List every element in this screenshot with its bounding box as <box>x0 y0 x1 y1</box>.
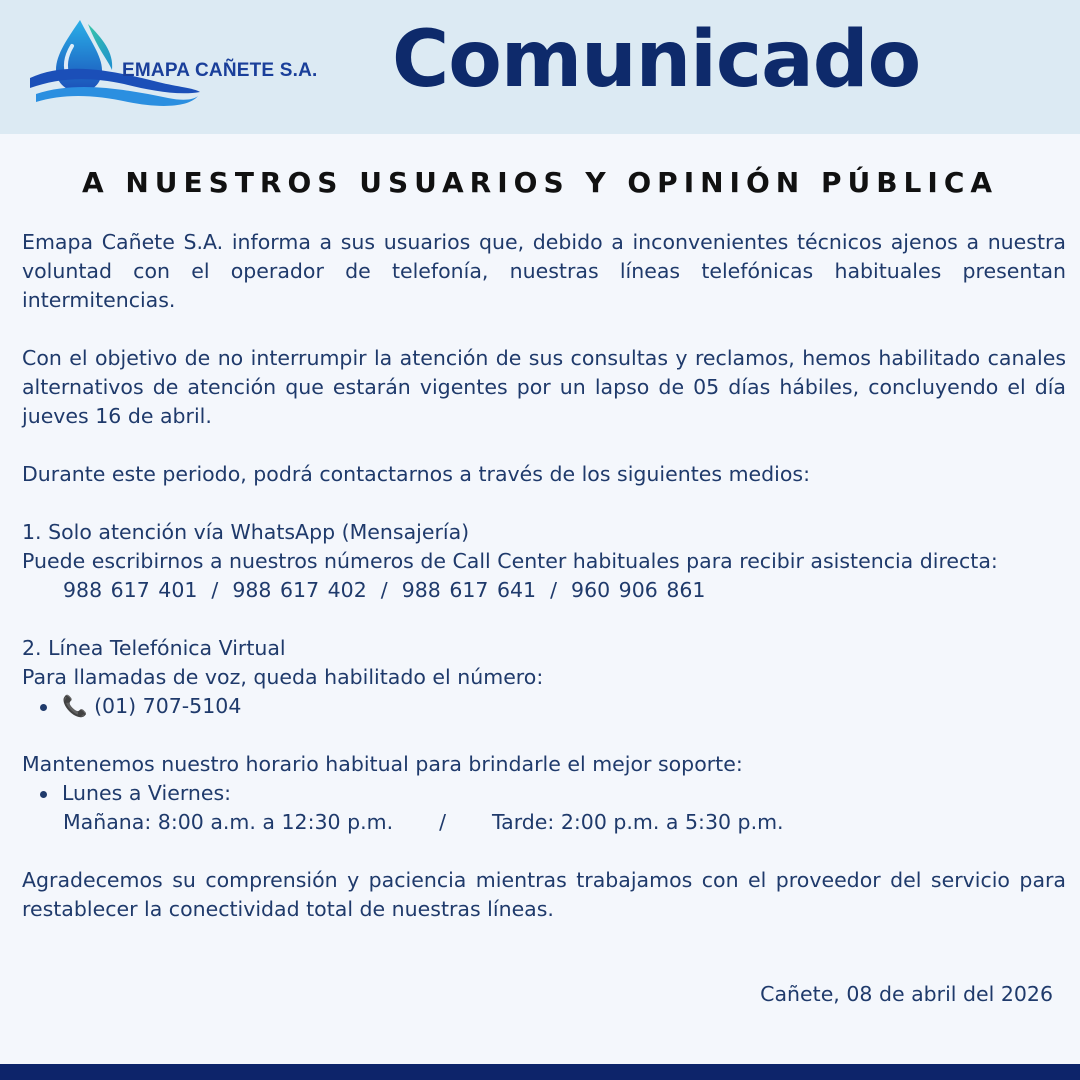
whatsapp-section <box>22 518 1066 605</box>
issue-date: Cañete, 08 de abril del 2026 <box>760 982 1053 1006</box>
number-separator: / <box>380 578 388 602</box>
header-banner <box>0 0 1080 134</box>
virtual-line-description: Para llamadas de voz, queda habilitado el número: <box>22 665 544 689</box>
schedule-intro: Mantenemos nuestro horario habitual para brindarle el mejor soporte: <box>22 752 743 776</box>
virtual-line-item <box>22 692 1066 721</box>
company-logo <box>28 16 318 112</box>
logo-wordmark: EMAPA CAÑETE S.A. <box>122 60 318 81</box>
phone-number: 988 617 402 <box>232 578 367 602</box>
intro-paragraph: Emapa Cañete S.A. informa a sus usuarios que, debido a inconvenientes técnicos ajenos a nuestra voluntad con el operador de telefonía, nuestras líneas telefónicas habituales presentan intermitencias. <box>22 230 1066 312</box>
closing-paragraph: Agradecemos su comprensión y paciencia mientras trabajamos con el proveedor del servicio para restablecer la conectividad total de nuestras líneas. <box>22 868 1066 921</box>
phone-number: 988 617 641 <box>401 578 537 602</box>
phone-icon: 📞 <box>62 694 88 718</box>
schedule-hours <box>22 808 1066 837</box>
number-separator: / <box>550 578 558 602</box>
announcement-body <box>22 228 1066 953</box>
virtual-line-heading: 2. Línea Telefónica Virtual <box>22 636 286 660</box>
hours-separator: / <box>439 810 447 834</box>
bullet-dot-icon <box>40 791 47 798</box>
whatsapp-description: Puede escribirnos a nuestros números de Call Center habituales para recibir asistencia directa: <box>22 549 998 573</box>
contact-intro-paragraph: Durante este periodo, podrá contactarnos a través de los siguientes medios: <box>22 462 810 486</box>
number-separator: / <box>211 578 219 602</box>
whatsapp-heading: 1. Solo atención vía WhatsApp (Mensajería) <box>22 520 470 544</box>
morning-hours: Mañana: 8:00 a.m. a 12:30 p.m. <box>63 810 394 834</box>
virtual-line-section <box>22 634 1066 721</box>
audience-heading: A NUESTROS USUARIOS Y OPINIÓN PÚBLICA <box>81 166 999 199</box>
phone-number: 988 617 401 <box>63 578 198 602</box>
virtual-phone-number: (01) 707-5104 <box>94 694 242 718</box>
schedule-section <box>22 750 1066 837</box>
bottom-bar <box>0 1064 1080 1080</box>
whatsapp-numbers <box>22 576 1066 605</box>
phone-number: 960 906 861 <box>571 578 706 602</box>
objective-paragraph: Con el objetivo de no interrumpir la atención de sus consultas y reclamos, hemos habilitado canales alternativos de atención que estarán vigentes por un lapso de 05 días hábiles, concluyendo el día jueves 16 de abril. <box>22 346 1066 428</box>
schedule-days-label: Lunes a Viernes: <box>62 781 232 805</box>
schedule-days <box>22 779 1066 808</box>
page-title: Comunicado <box>392 15 921 105</box>
afternoon-hours: Tarde: 2:00 p.m. a 5:30 p.m. <box>492 810 784 834</box>
bullet-dot-icon <box>40 704 47 711</box>
